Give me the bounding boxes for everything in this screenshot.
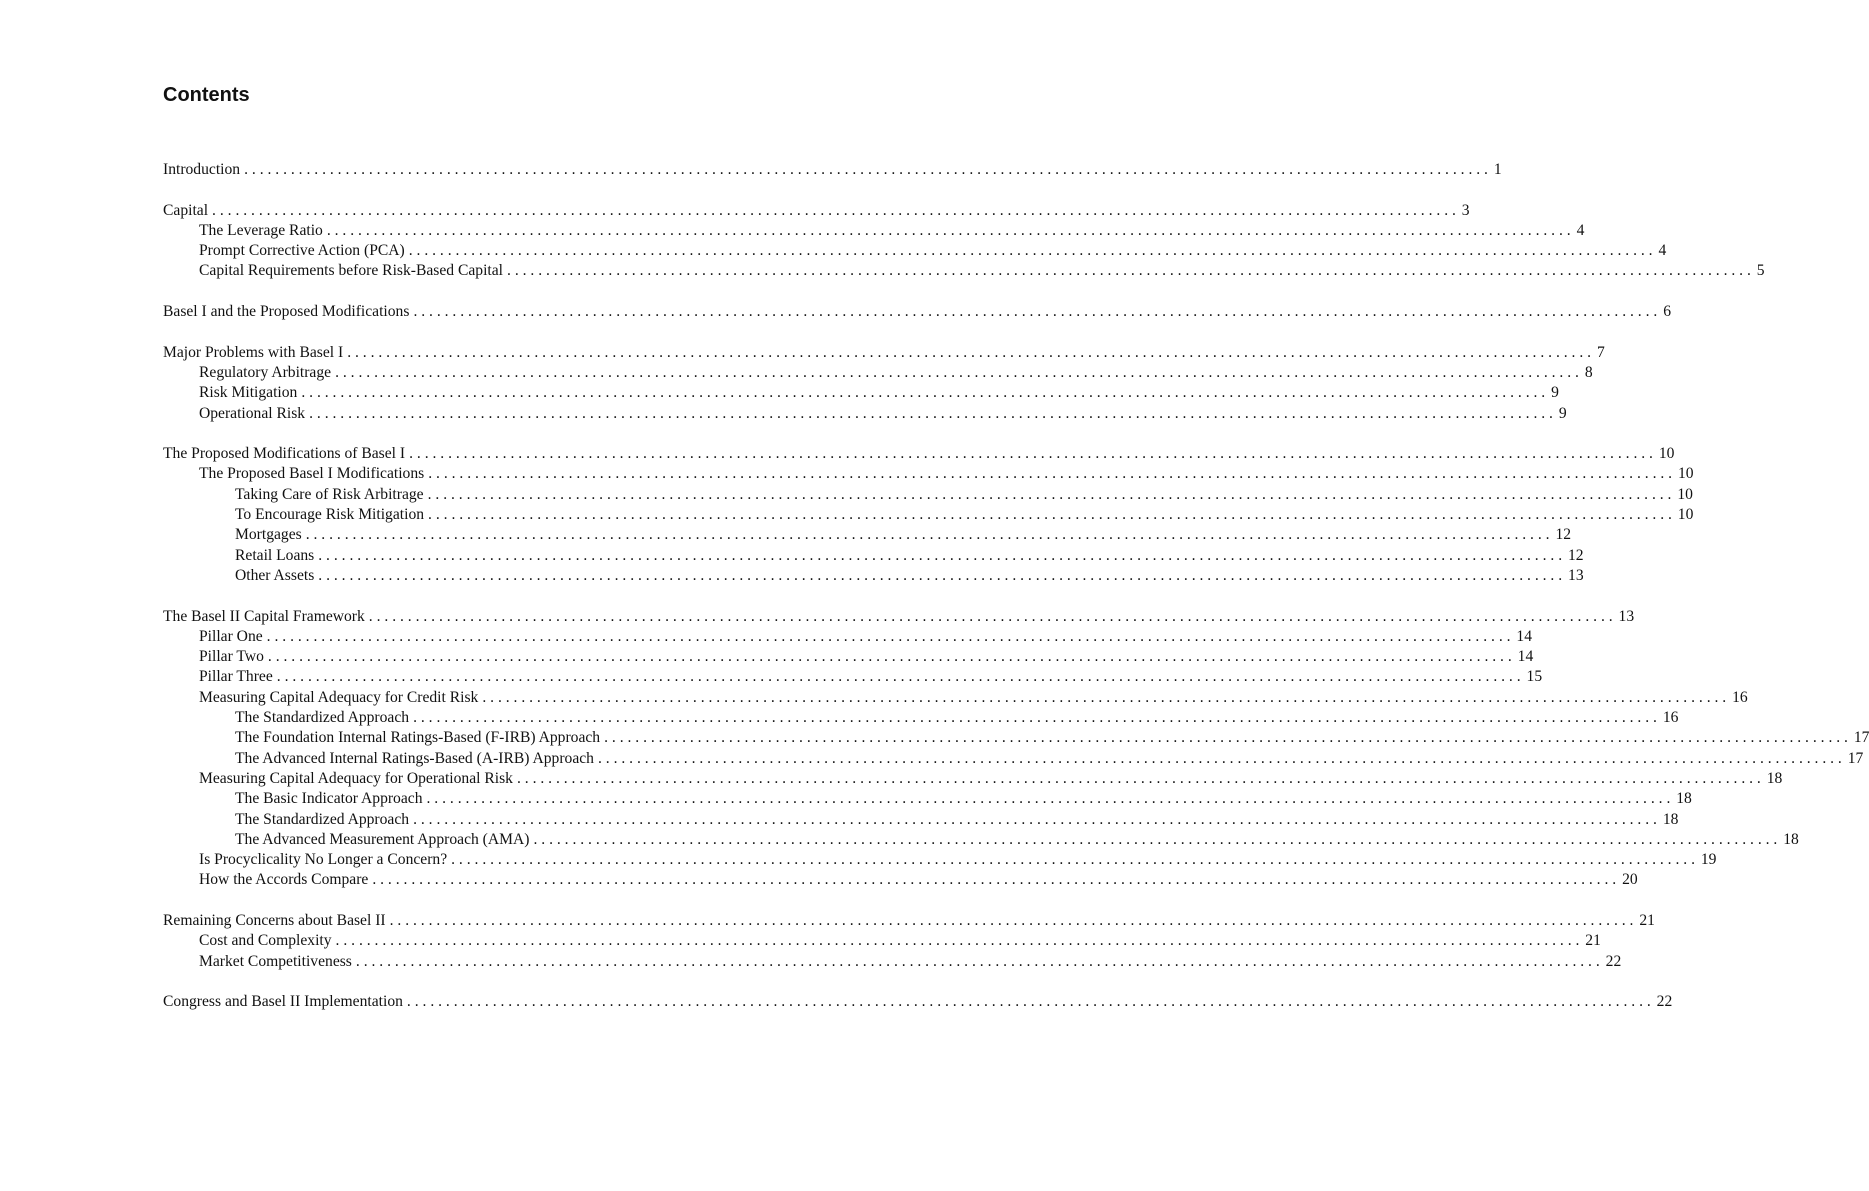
dot-leader: ................................................................................................................................................................ (372, 871, 1621, 889)
dot-leader: ................................................................................................................................................................ (427, 485, 1676, 503)
toc-section (163, 444, 1694, 586)
toc-entry-page: 22 (1605, 952, 1622, 970)
toc-entry-title: The Leverage Ratio (199, 221, 323, 239)
toc-entry[interactable] (163, 261, 1765, 281)
toc-entry-title: Operational Risk (199, 404, 306, 422)
toc-section (163, 911, 1655, 972)
dot-leader: ................................................................................................................................................................ (482, 688, 1731, 706)
toc-entry-title: The Basic Indicator Approach (235, 790, 423, 808)
toc-entry-page: 4 (1576, 221, 1585, 239)
toc-entry-title: Market Competitiveness (199, 952, 352, 970)
toc-entry-page: 10 (1677, 506, 1694, 524)
dot-leader: ................................................................................................................................................................ (368, 607, 1617, 625)
toc-entry-page: 14 (1516, 627, 1533, 645)
toc-entry-page: 6 (1663, 303, 1671, 321)
toc-entry-title: Capital Requirements before Risk-Based Capital (199, 262, 504, 280)
toc-entry-title: The Advanced Internal Ratings-Based (A-IRB) Approach (235, 749, 594, 767)
toc-entry-page: 20 (1622, 871, 1638, 889)
toc-entry[interactable] (163, 546, 1584, 566)
toc-entry[interactable] (163, 952, 1622, 972)
toc-entry[interactable] (163, 444, 1675, 464)
toc-entry-title: Taking Care of Risk Arbitrage (235, 485, 424, 503)
dot-leader: ................................................................................................................................................................ (305, 526, 1554, 544)
toc-entry-page: 7 (1596, 343, 1605, 361)
dot-leader: ................................................................................................................................................................ (408, 242, 1657, 260)
toc-entry[interactable] (163, 830, 1799, 850)
dot-leader: ................................................................................................................................................................ (355, 952, 1604, 970)
toc-entry[interactable] (163, 850, 1717, 870)
toc-entry-page: 18 (1676, 790, 1692, 808)
toc-entry[interactable] (163, 870, 1638, 890)
toc-entry[interactable] (163, 789, 1692, 809)
toc-entry-page: 13 (1568, 566, 1584, 584)
toc-entry[interactable] (163, 911, 1655, 931)
toc-entry-page: 10 (1658, 445, 1675, 463)
toc-entry[interactable] (163, 343, 1605, 363)
toc-section (163, 992, 1673, 1012)
toc-entry[interactable] (163, 241, 1667, 261)
toc-entry-title: Congress and Basel II Implementation (163, 993, 403, 1011)
dot-leader: ................................................................................................................................................................ (267, 648, 1516, 666)
toc-entry-page: 22 (1656, 993, 1673, 1011)
toc-entry-title: Remaining Concerns about Basel II (163, 911, 386, 929)
toc-entry-title: Retail Loans (235, 546, 315, 564)
toc-entry[interactable] (163, 221, 1585, 241)
toc-entry[interactable] (163, 708, 1679, 728)
toc-entry-title: The Standardized Approach (235, 709, 410, 727)
dot-leader: ................................................................................................................................................................ (413, 709, 1661, 727)
toc-entry-title: Pillar One (199, 627, 263, 645)
toc-section (163, 343, 1605, 424)
toc-entry-page: 17 (1853, 729, 1869, 747)
toc-entry[interactable] (163, 647, 1534, 667)
dot-leader: ................................................................................................................................................................ (335, 363, 1583, 381)
toc-entry[interactable] (163, 160, 1502, 180)
toc-entry-page: 13 (1618, 607, 1635, 625)
toc-entry[interactable] (163, 931, 1601, 951)
toc-entry-title: How the Accords Compare (199, 871, 369, 889)
toc-entry-page: 21 (1639, 911, 1655, 929)
toc-entry[interactable] (163, 992, 1673, 1012)
dot-leader: ................................................................................................................................................................ (533, 830, 1782, 848)
toc-entry-title: Risk Mitigation (199, 384, 298, 402)
toc-entry[interactable] (163, 769, 1783, 789)
dot-leader: ................................................................................................................................................................ (318, 566, 1567, 584)
toc-entry-title: The Proposed Modifications of Basel I (163, 445, 406, 463)
dot-leader: ................................................................................................................................................................ (604, 729, 1852, 747)
toc-entry-title: Other Assets (235, 566, 315, 584)
toc-entry[interactable] (163, 201, 1470, 221)
toc-entry-title: Cost and Complexity (199, 932, 332, 950)
toc-entry-page: 10 (1677, 485, 1693, 503)
toc-entry[interactable] (163, 749, 1864, 769)
dot-leader: ................................................................................................................................................................ (335, 932, 1584, 950)
dot-leader: ................................................................................................................................................................ (428, 506, 1676, 524)
toc-entry-page: 4 (1658, 242, 1667, 260)
dot-leader: ................................................................................................................................................................ (507, 262, 1755, 280)
toc-section (163, 302, 1671, 322)
dot-leader: ................................................................................................................................................................ (301, 384, 1550, 402)
toc-entry[interactable] (163, 728, 1869, 748)
toc-entry[interactable] (163, 810, 1679, 830)
dot-leader: ................................................................................................................................................................ (426, 790, 1675, 808)
toc-entry-title: Introduction (163, 161, 241, 178)
toc-entry[interactable] (163, 566, 1584, 586)
toc-entry-title: The Foundation Internal Ratings-Based (F-IRB) Approach (235, 729, 601, 747)
table-of-contents (163, 160, 1869, 1012)
toc-entry[interactable] (163, 363, 1593, 383)
dot-leader: ................................................................................................................................................................ (318, 546, 1566, 564)
toc-entry[interactable] (163, 302, 1671, 322)
toc-entry-page: 18 (1783, 830, 1799, 848)
dot-leader: ................................................................................................................................................................ (428, 465, 1676, 483)
toc-entry-title: Pillar Two (199, 648, 264, 666)
contents-heading: Contents (163, 84, 250, 106)
dot-leader: ................................................................................................................................................................ (389, 911, 1638, 929)
dot-leader: ................................................................................................................................................................ (413, 303, 1662, 321)
toc-entry-page: 3 (1461, 201, 1470, 219)
toc-entry[interactable] (163, 667, 1543, 687)
toc-entry[interactable] (163, 688, 1748, 708)
toc-entry-title: The Advanced Measurement Approach (AMA) (235, 830, 530, 848)
dot-leader: ................................................................................................................................................................ (326, 221, 1575, 239)
dot-leader: ................................................................................................................................................................ (597, 749, 1846, 767)
toc-entry-page: 9 (1551, 384, 1559, 402)
toc-entry-page: 14 (1517, 648, 1534, 666)
toc-entry-page: 18 (1766, 769, 1783, 787)
dot-leader: ................................................................................................................................................................ (266, 627, 1515, 645)
toc-entry[interactable] (163, 464, 1694, 484)
toc-entry[interactable] (163, 607, 1635, 627)
toc-entry-title: The Proposed Basel I Modifications (199, 465, 425, 483)
dot-leader: ................................................................................................................................................................ (413, 810, 1661, 828)
toc-entry-title: Is Procyclicality No Longer a Concern? (199, 851, 448, 869)
toc-entry-page: 21 (1585, 932, 1601, 950)
dot-leader: ................................................................................................................................................................ (276, 668, 1525, 686)
dot-leader: ................................................................................................................................................................ (244, 161, 1492, 178)
toc-entry-page: 9 (1558, 404, 1567, 422)
toc-entry-title: Prompt Corrective Action (PCA) (199, 242, 405, 260)
toc-entry-page: 10 (1677, 465, 1694, 483)
toc-entry-page: 8 (1584, 363, 1593, 381)
toc-entry-page: 16 (1732, 688, 1748, 706)
dot-leader: ................................................................................................................................................................ (212, 201, 1460, 219)
toc-entry-title: Basel I and the Proposed Modifications (163, 303, 410, 321)
toc-entry-page: 5 (1756, 262, 1765, 280)
toc-entry[interactable] (163, 404, 1567, 424)
toc-entry[interactable] (163, 383, 1559, 403)
contents-page (163, 80, 1869, 1033)
dot-leader: ................................................................................................................................................................ (406, 993, 1655, 1011)
dot-leader: ................................................................................................................................................................ (516, 769, 1765, 787)
toc-section (163, 607, 1869, 891)
toc-entry[interactable] (163, 627, 1533, 647)
toc-entry-page: 17 (1847, 749, 1864, 767)
toc-entry-title: Mortgages (235, 526, 302, 544)
toc-entry-page: 18 (1662, 810, 1679, 828)
toc-entry-title: Major Problems with Basel I (163, 343, 344, 361)
toc-entry-page: 12 (1568, 546, 1584, 564)
toc-entry-title: Regulatory Arbitrage (199, 363, 332, 381)
toc-entry-page: 12 (1555, 526, 1572, 544)
toc-entry-page: 19 (1700, 851, 1717, 869)
dot-leader: ................................................................................................................................................................ (347, 343, 1595, 361)
dot-leader: ................................................................................................................................................................ (409, 445, 1657, 463)
toc-entry[interactable] (163, 485, 1693, 505)
toc-entry-page: 1 (1493, 161, 1502, 178)
toc-entry-title: Measuring Capital Adequacy for Operational Risk (199, 769, 513, 787)
toc-entry-title: Capital (163, 201, 209, 219)
toc-section (163, 160, 1502, 180)
toc-entry-page: 15 (1526, 668, 1543, 686)
toc-entry-title: To Encourage Risk Mitigation (235, 506, 425, 524)
toc-entry-title: The Basel II Capital Framework (163, 607, 365, 625)
toc-section (163, 201, 1765, 282)
dot-leader: ................................................................................................................................................................ (451, 851, 1699, 869)
toc-entry-title: Measuring Capital Adequacy for Credit Risk (199, 688, 479, 706)
dot-leader: ................................................................................................................................................................ (309, 404, 1557, 422)
toc-entry-title: Pillar Three (199, 668, 273, 686)
toc-entry-title: The Standardized Approach (235, 810, 410, 828)
toc-entry-page: 16 (1662, 709, 1679, 727)
toc-entry[interactable] (163, 525, 1572, 545)
toc-entry[interactable] (163, 505, 1694, 525)
